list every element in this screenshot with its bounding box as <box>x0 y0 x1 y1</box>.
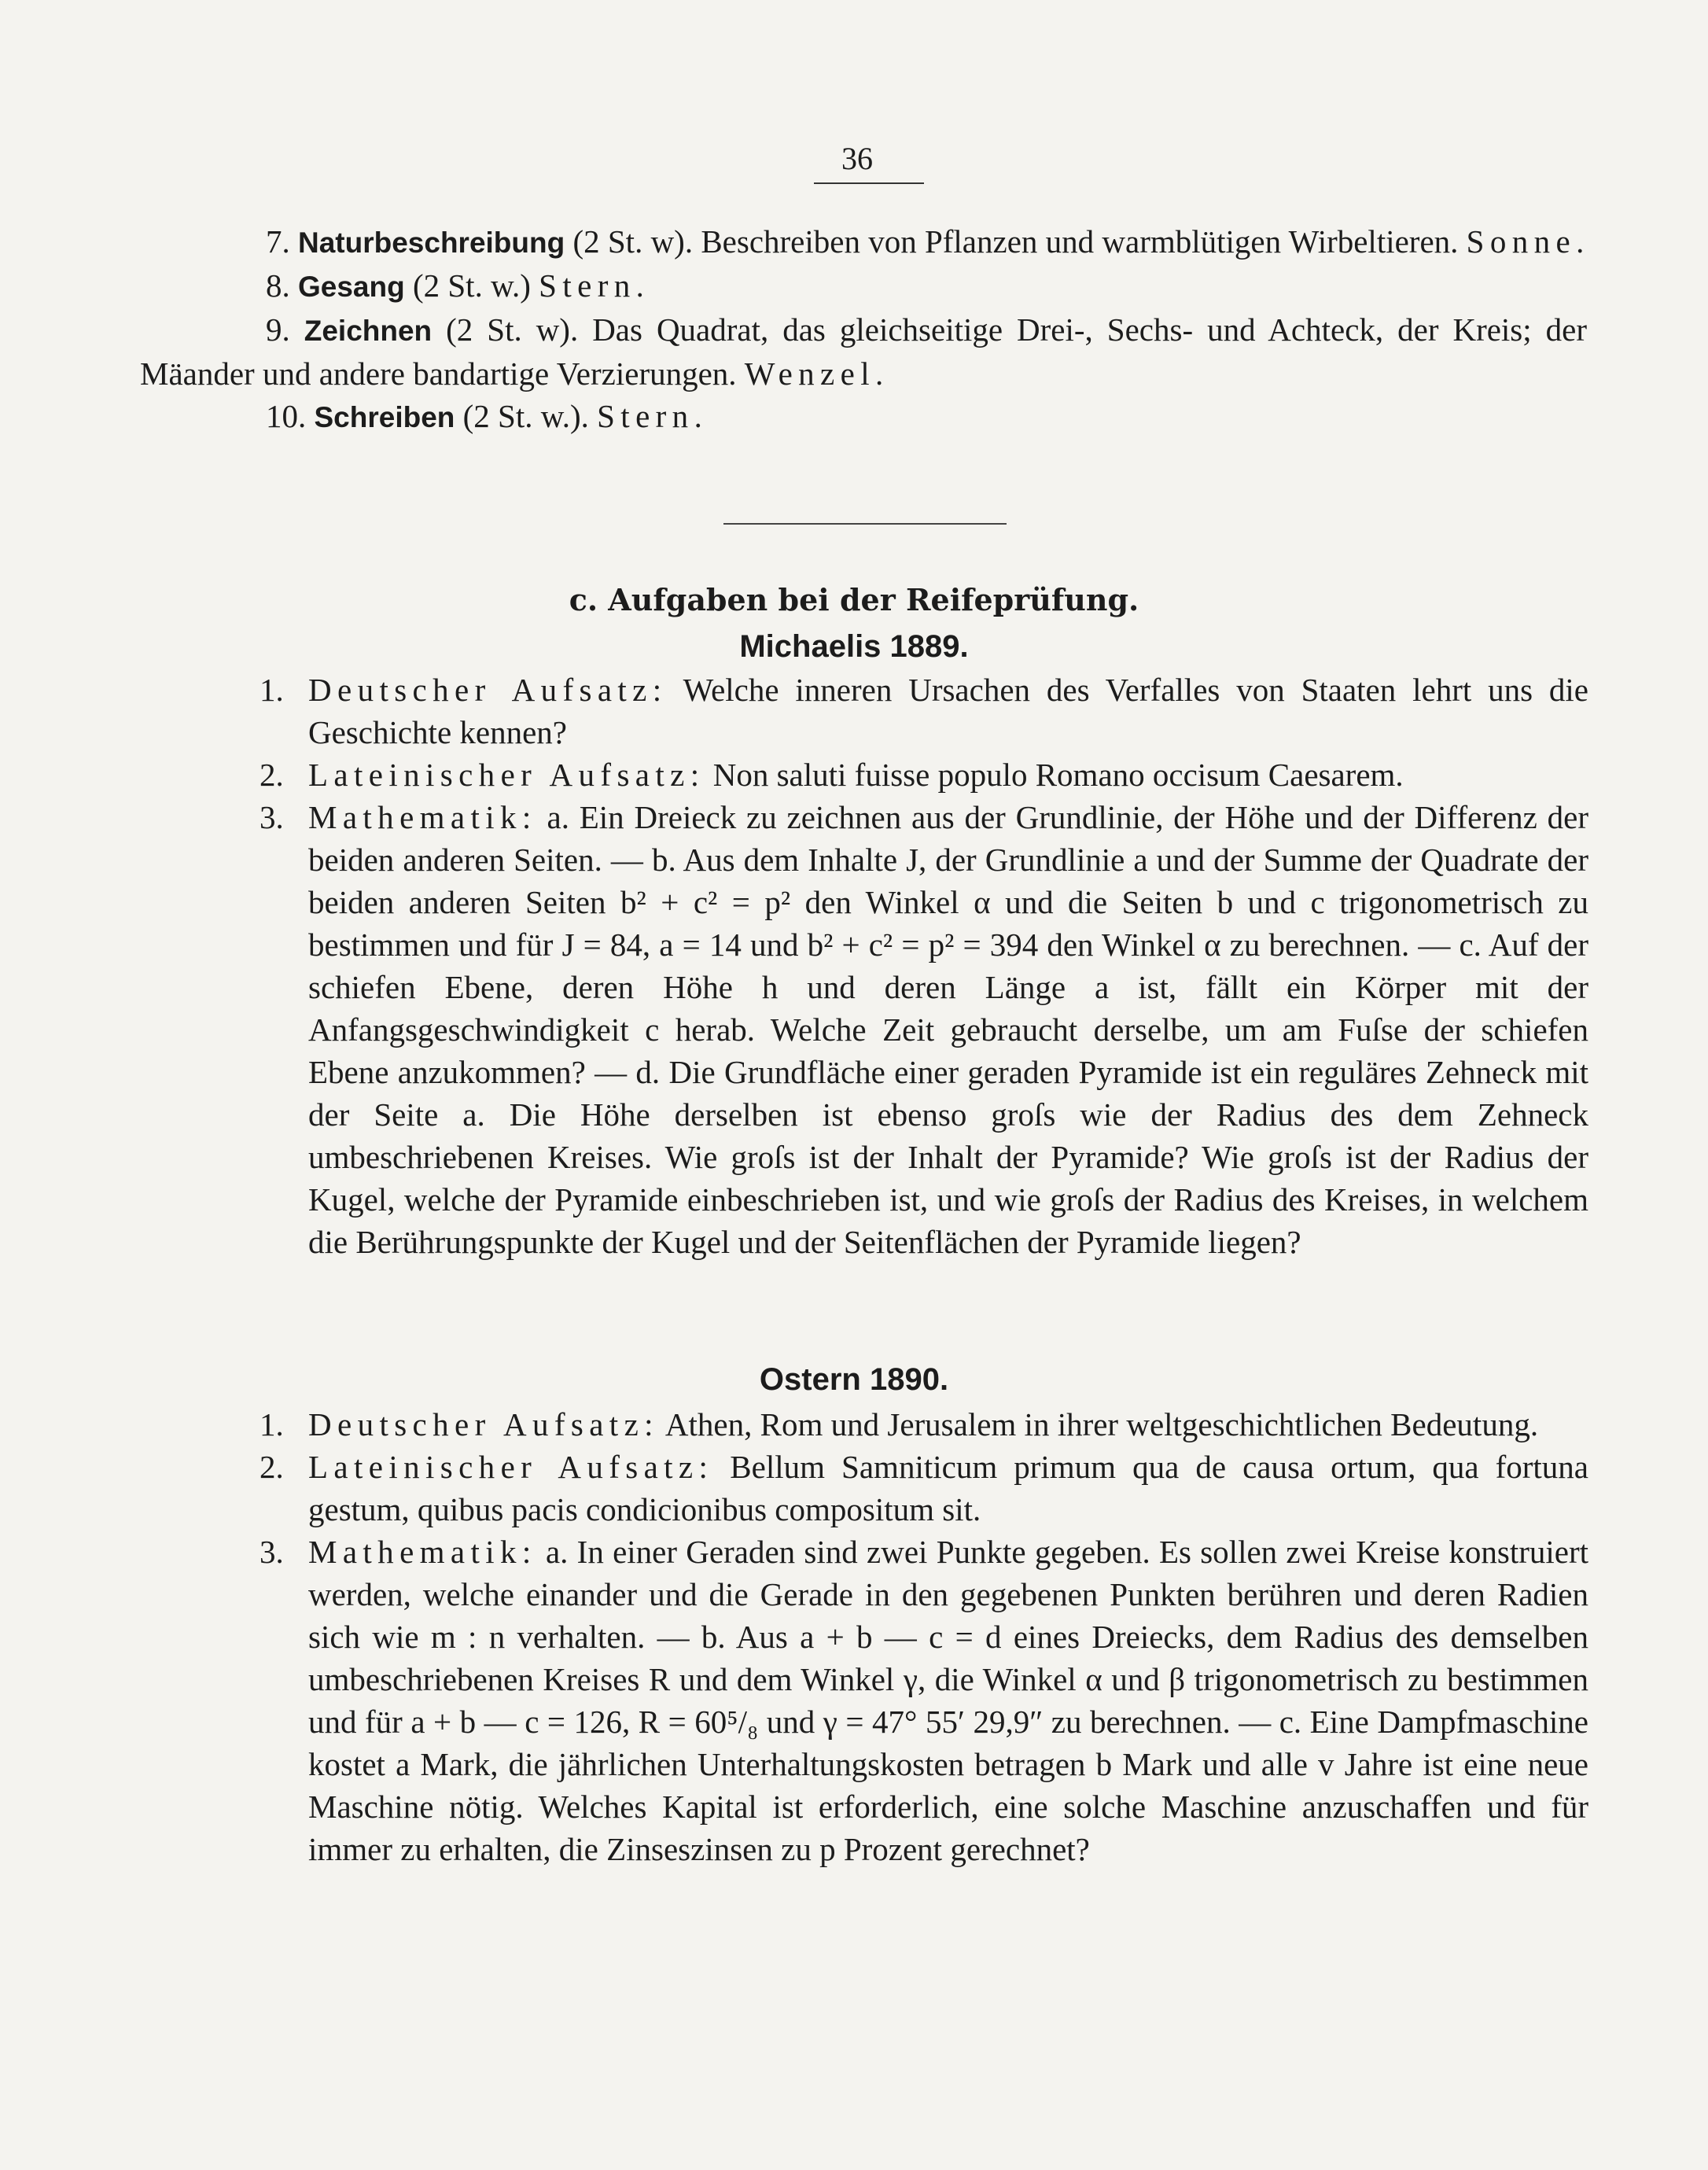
subject-item <box>140 308 1587 395</box>
exam-title-michaelis-1889: Michaelis 1889. <box>739 629 969 664</box>
exam-item <box>236 1403 1588 1446</box>
exam-item-label: Lateinischer Aufsatz: <box>308 1449 714 1485</box>
exam-item <box>236 796 1588 1263</box>
subject-end: . <box>635 267 644 304</box>
subject-item <box>140 220 1587 264</box>
exam-item-label: Lateinischer Aufsatz: <box>308 757 705 793</box>
section-divider <box>723 523 1007 525</box>
exam-item-text: Bellum Samniticum primum qua de causa ortum, qua fortuna gestum, quibus pacis condicionibus compositum sit. <box>308 1449 1588 1527</box>
subject-title: Zeichnen <box>304 315 433 347</box>
subject-text: (2 St. w.) <box>404 267 539 304</box>
subject-end: . <box>1576 223 1585 260</box>
exam-item <box>236 1446 1588 1531</box>
exam-item-num: 3. <box>260 1534 284 1570</box>
page-number-rule <box>814 182 924 184</box>
exam-title-ostern-1890: Ostern 1890. <box>759 1362 949 1397</box>
exam-item-label: Mathematik: <box>308 1534 537 1570</box>
exam-item-num: 2. <box>260 1449 284 1485</box>
subject-title: Schreiben <box>314 401 455 433</box>
subject-list <box>140 220 1587 439</box>
exam-item-text: a. In einer Geraden sind zwei Punkte gegeben. Es sollen zwei Kreise konstruiert werden, welche einander und die Gerade in den gegebenen Punkten berühren und deren Radien sich wie m : n verhalten. — b. Aus a + b — c = d eines Dreiecks, dem Radius des demselben umbeschriebenen Kreises R und dem Winkel γ, die Winkel α und β trigonometrisch zu bestimmen und für a + b — c = 126, R = 60⁵/₈ und γ = 47° 55′ 29,9″ zu berechnen. — c. Eine Dampfmaschine kostet a Mark, die jährlichen Unterhaltungskosten betragen b Mark und alle v Jahre ist eine neue Maschine nötig. Welches Kapital ist erforderlich, eine solche Maschine anzuschaffen und für immer zu erhalten, die Zinseszinsen zu p Prozent gerechnet? <box>308 1534 1588 1867</box>
subject-teacher: Wenzel <box>744 356 875 392</box>
subject-num: 8. <box>266 267 290 304</box>
exam-item-text: Welche inneren Ursachen des Verfalles von Staaten lehrt uns die Geschichte kennen? <box>308 672 1588 750</box>
section-title: c. Aufgaben bei der Reifeprüfung. <box>569 582 1139 617</box>
subject-teacher: Stern <box>539 267 636 304</box>
exam-item-label: Deutscher Aufsatz: <box>308 672 668 708</box>
subject-num: 9. <box>266 311 290 348</box>
exam-item-label: Deutscher Aufsatz: <box>308 1406 659 1442</box>
subject-num: 7. <box>266 223 290 260</box>
exam-item-num: 3. <box>260 799 284 835</box>
subject-num: 10. <box>266 398 307 434</box>
subject-title: Gesang <box>298 271 405 303</box>
exam-item-num: 2. <box>260 757 284 793</box>
exam-item-num: 1. <box>260 1406 284 1442</box>
subject-item <box>140 395 1587 439</box>
subject-text: (2 St. w). Beschreiben von Pflanzen und warmblütigen Wirbeltieren. <box>565 223 1467 260</box>
exam-item <box>236 1531 1588 1870</box>
subject-teacher: Stern <box>597 398 694 434</box>
subject-text: (2 St. w). Das Quadrat, das gleichseitige Drei-, Sechs- und Achteck, der Kreis; der Mäander und andere bandartige Verzierungen. <box>140 311 1587 392</box>
exam-item <box>236 669 1588 753</box>
exam-item-text: a. Ein Dreieck zu zeichnen aus der Grundlinie, der Höhe und der Differenz der beiden anderen Seiten. — b. Aus dem Inhalte J, der Grundlinie a und der Summe der Quadrate der beiden anderen Seiten b² + c² = p² den Winkel α und die Seiten b und c trigonometrisch zu bestimmen und für J = 84, a = 14 und b² + c² = p² = 394 den Winkel α zu berechnen. — c. Auf der schiefen Ebene, deren Höhe h und deren Länge a ist, fällt ein Körper mit der Anfangsgeschwindigkeit c herab. Welche Zeit gebraucht derselbe, um am Fuſse der schiefen Ebene anzukommen? — d. Die Grundfläche einer geraden Pyramide ist ein reguläres Zehneck mit der Seite a. Die Höhe derselben ist ebenso groſs wie der Radius des dem Zehneck umbeschriebenen Kreises. Wie groſs ist der Inhalt der Pyramide? Wie groſs ist der Radius der Kugel, welche der Pyramide einbeschrieben ist, und wie groſs der Radius des Kreises, in welchem die Berührungspunkte der Kugel und der Seitenflächen der Pyramide liegen? <box>308 799 1588 1260</box>
exam-item <box>236 753 1588 796</box>
exam-list-ostern-1890 <box>236 1403 1588 1870</box>
exam-item-text: Athen, Rom und Jerusalem in ihrer weltgeschichtlichen Bedeutung. <box>658 1406 1539 1442</box>
exam-item-text: Non saluti fuisse populo Romano occisum Caesarem. <box>705 757 1404 793</box>
exam-item-label: Mathematik: <box>308 799 537 835</box>
subject-text: (2 St. w.). <box>455 398 598 434</box>
subject-end: . <box>694 398 702 434</box>
exam-list-michaelis-1889 <box>236 669 1588 1263</box>
exam-item-num: 1. <box>260 672 284 708</box>
subject-end: . <box>874 356 884 392</box>
subject-item <box>140 264 1587 308</box>
subject-teacher: Sonne <box>1466 223 1577 260</box>
page-number: 36 <box>841 141 873 176</box>
subject-title: Naturbeschreibung <box>298 227 565 259</box>
